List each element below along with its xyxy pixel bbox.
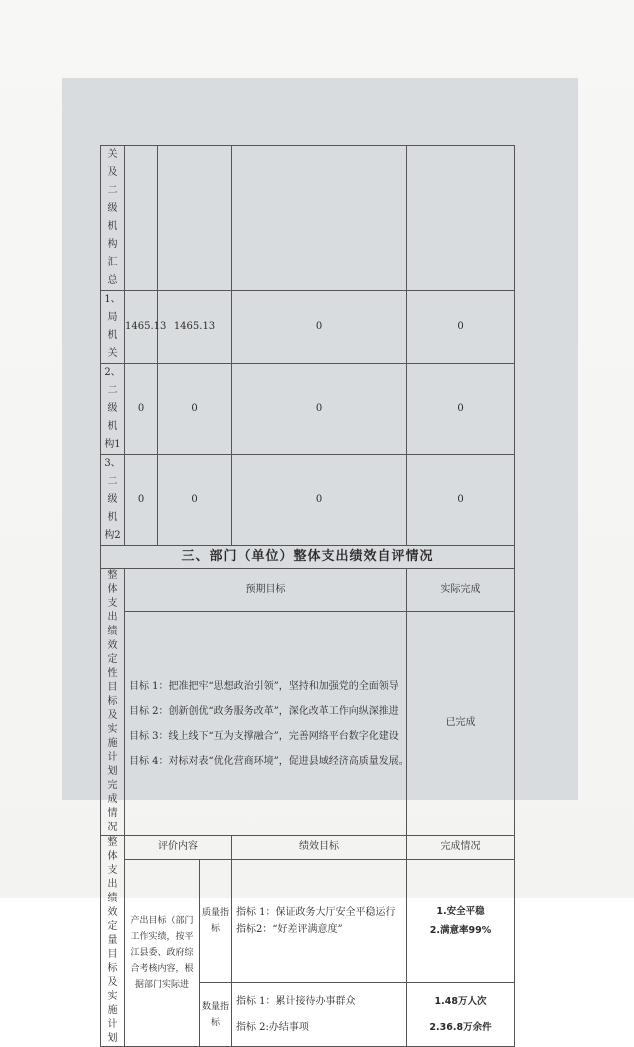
goals-cell bbox=[125, 612, 407, 836]
qual-label: 整体支出绩效定性目标及实施计划完成情况 bbox=[101, 569, 125, 836]
row-label: 2、二级机构1 bbox=[101, 364, 125, 455]
goal-item: 目标 1：把准把牢“思想政治引领”，坚持和加强党的全面领导 bbox=[129, 680, 399, 692]
done-item: 1.安全平稳 bbox=[436, 906, 485, 917]
indicator: 指标2：“好差评满意度” bbox=[236, 924, 343, 935]
goal-item: 目标 3：线上线下“互为支撑融合”，完善网络平台数字化建设 bbox=[129, 730, 399, 742]
goal-item: 目标 4：对标对表“优化营商环境”，促进县域经济高质量发展。 bbox=[129, 755, 409, 767]
table-row bbox=[101, 146, 515, 291]
cell-c1: 0 bbox=[125, 455, 158, 546]
table-row bbox=[101, 836, 515, 860]
cell-c4: 0 bbox=[407, 291, 515, 364]
indicator: 指标 1：累计接待办事群众 bbox=[236, 995, 356, 1007]
row-label: 3、二级机构2 bbox=[101, 455, 125, 546]
cell-c2 bbox=[158, 146, 232, 291]
quality-label: 质量指标 bbox=[200, 860, 232, 983]
goal-item: 目标 2：创新创优“政务服务改革”，深化改革工作向纵深推进 bbox=[129, 705, 399, 717]
row-label: 关及二级机构汇总 bbox=[101, 146, 125, 291]
quantity-label: 数量指标 bbox=[200, 983, 232, 1047]
cell-c2: 1465.13 bbox=[158, 291, 232, 364]
cell-c2: 0 bbox=[158, 364, 232, 455]
cell-c4: 0 bbox=[407, 364, 515, 455]
done-item: 1.48万人次 bbox=[434, 995, 487, 1007]
cell-c3: 0 bbox=[232, 291, 407, 364]
row-label: 1、局机关 bbox=[101, 291, 125, 364]
cell-c1: 1465.13 bbox=[125, 291, 158, 364]
table-row bbox=[101, 860, 515, 983]
cell-c3: 0 bbox=[232, 455, 407, 546]
table-row bbox=[101, 455, 515, 546]
actual-value: 已完成 bbox=[407, 612, 515, 836]
indicator: 指标 2:办结事项 bbox=[236, 1021, 309, 1033]
done-header: 完成情况 bbox=[407, 836, 515, 860]
quality-done bbox=[407, 860, 515, 983]
table-row bbox=[101, 546, 515, 569]
cell-c1: 0 bbox=[125, 364, 158, 455]
output-label: 产出目标（部门工作实绩，按平江县委、政府综合考核内容，根据部门实际进 bbox=[125, 860, 200, 1047]
table-row bbox=[101, 364, 515, 455]
table-row bbox=[101, 612, 515, 836]
quant-label: 整体支出绩效定量目标及实施计划 bbox=[101, 836, 125, 1047]
cell-c3: 0 bbox=[232, 364, 407, 455]
quality-items bbox=[232, 860, 407, 983]
done-item: 2.满意率99% bbox=[429, 925, 492, 936]
expected-header: 预期目标 bbox=[125, 569, 407, 612]
perf-header: 绩效目标 bbox=[232, 836, 407, 860]
done-item: 2.36.8万余件 bbox=[429, 1021, 492, 1033]
cell-c3 bbox=[232, 146, 407, 291]
cell-c4 bbox=[407, 146, 515, 291]
section-title: 三、部门（单位）整体支出绩效自评情况 bbox=[101, 546, 515, 569]
indicator: 指标 1：保证政务大厅安全平稳运行 bbox=[236, 907, 396, 918]
table-row bbox=[101, 291, 515, 364]
eval-header: 评价内容 bbox=[125, 836, 232, 860]
actual-header: 实际完成 bbox=[407, 569, 515, 612]
table-row bbox=[101, 569, 515, 612]
quantity-items bbox=[232, 983, 407, 1047]
quantity-done bbox=[407, 983, 515, 1047]
cell-c4: 0 bbox=[407, 455, 515, 546]
cell-c1 bbox=[125, 146, 158, 291]
budget-table bbox=[100, 145, 515, 1047]
cell-c2: 0 bbox=[158, 455, 232, 546]
